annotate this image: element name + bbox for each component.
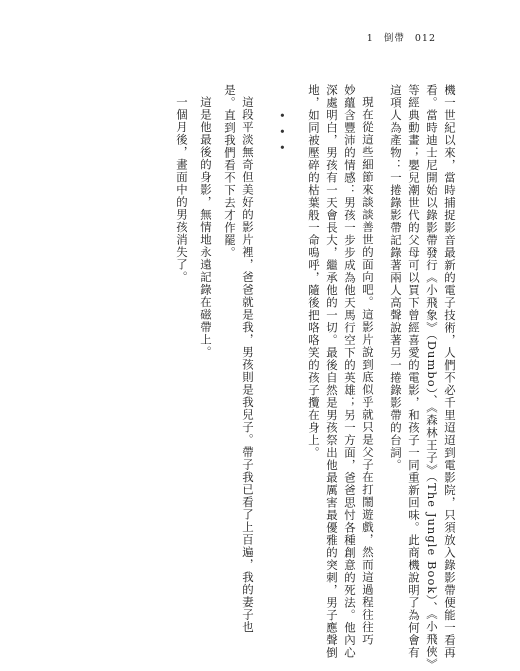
text-column: 深處明白，男孩有一天會長大，繼承他的一切。最後自然是男孩祭出他最厲害最優雅的突刺，男子應聲倒 xyxy=(325,84,339,659)
text-column: 現在從這些細節來談談善世的面向吧。這影片說到底似乎就只是父子在打鬧遊戲，然而這過程往往巧 xyxy=(361,96,375,646)
text-column: 是。直到我們看不下去才作罷。 xyxy=(223,84,237,259)
text-column: 一個月後，畫面中的男孩消失了。 xyxy=(175,96,189,284)
section-separator: • • • xyxy=(275,112,288,154)
page-number: 012 xyxy=(414,33,436,44)
chapter-number: 1 xyxy=(366,33,374,44)
text-column: 這是他最後的身影，無情地永遠記錄在磁帶上。 xyxy=(199,96,213,359)
text-column: 看。當時迪士尼開始以錄影帶發行《小飛象》（Dumbo）、《森林王子》（The Jungle Book）、《小飛俠》 xyxy=(425,84,439,671)
chapter-title: 倒帶 xyxy=(383,33,405,44)
text-column: 等經典動畫；嬰兒潮世代的父母可以買下曾經喜愛的電影，和孩子一同重新回味。此商機說明了為何會有 xyxy=(407,84,421,659)
text-column: 這項人為產物：一捲錄影帶記錄著兩人高聲說著另一捲錄影帶的台詞。 xyxy=(389,84,403,472)
text-column: 這段平淡無奇但美好的影片裡，爸爸就是我，男孩則是我兒子。帶子我已看了上百遍，我的妻子也 xyxy=(241,96,255,634)
text-column: 機一世紀以來，當時捕捉影音最新的電子技術，人們不必千里迢迢到電影院，只須放入錄影帶便能一看再 xyxy=(443,84,457,659)
text-column: 地，如同被壓碎的枯葉般一命嗚呼，隨後把咯咯笑的孩子攬在身上。 xyxy=(307,84,321,459)
page-header xyxy=(361,30,436,44)
text-column: 妙蘊含豐沛的情感：男孩一步步成為他天馬行空下的英雄；另一方面，爸爸思忖各種創意的死法。他內心 xyxy=(343,84,357,659)
